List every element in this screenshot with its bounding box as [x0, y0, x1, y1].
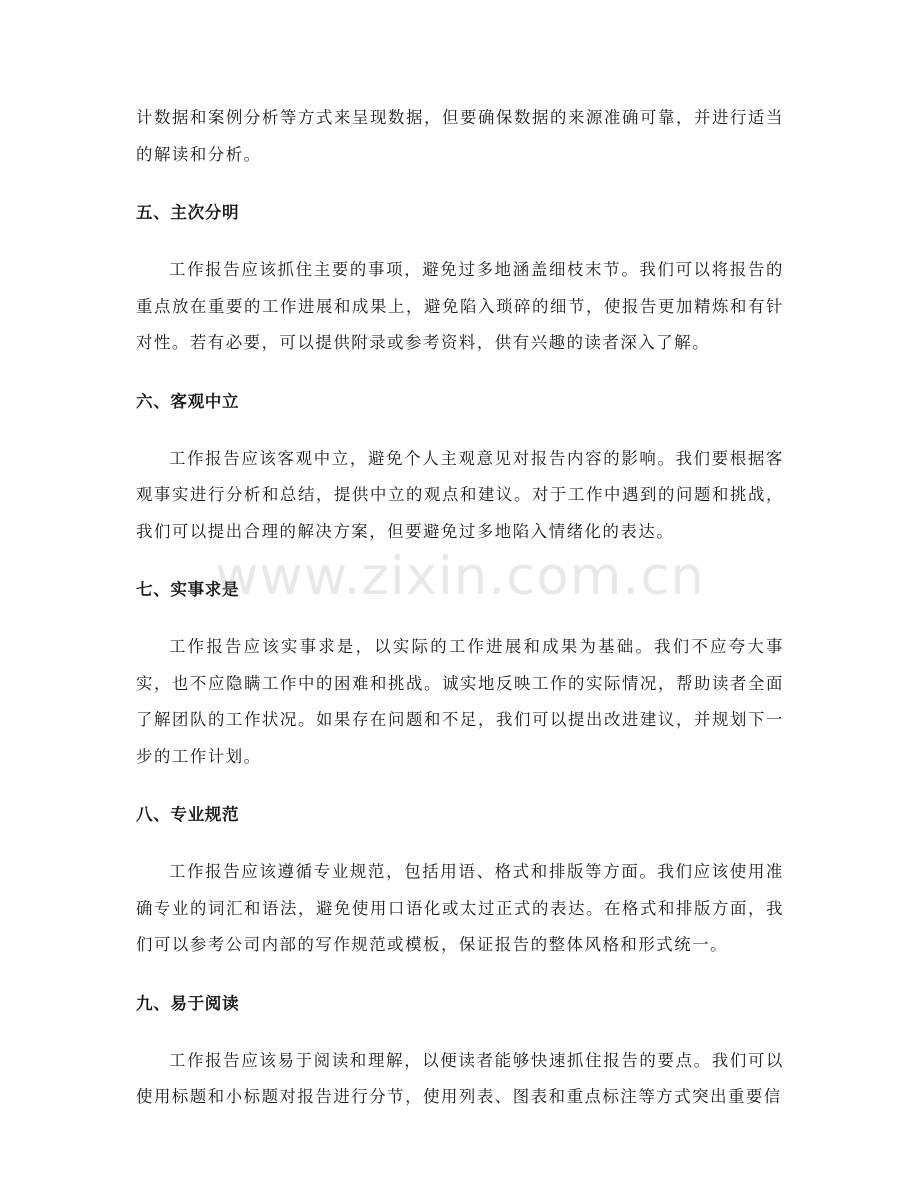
- section-body: 工作报告应该遵循专业规范，包括用语、格式和排版等方面。我们应该使用准确专业的词汇和语法，避免使用口语化或太过正式的表达。在格式和排版方面，我们可以参考公司内部的写作规范或模板，保证报告的整体风格和形式统一。: [136, 862, 784, 954]
- section-heading: 七、实事求是: [136, 580, 240, 599]
- section-8: [136, 797, 784, 964]
- section-body: 工作报告应该易于阅读和理解，以便读者能够快速抓住报告的要点。我们可以使用标题和小标题对报告进行分节，使用列表、图表和重点标注等方式突出重要信: [136, 1050, 784, 1106]
- section-body: 工作报告应该客观中立，避免个人主观意见对报告内容的影响。我们要根据客观事实进行分析和总结，提供中立的观点和建议。对于工作中遇到的问题和挑战，我们可以提出合理的解决方案，但要避免过多地陷入情绪化的表达。: [136, 448, 784, 541]
- section-body: 工作报告应该实事求是，以实际的工作进展和成果为基础。我们不应夸大事实，也不应隐瞒工作中的困难和挑战。诚实地反映工作的实际情况，帮助读者全面了解团队的工作状况。如果存在问题和不足，我们可以提出改进建议，并规划下一步的工作计划。: [136, 637, 784, 766]
- intro-paragraph: 计数据和案例分析等方式来呈现数据，但要确保数据的来源准确可靠，并进行适当的解读和分析。: [136, 108, 784, 164]
- section-heading: 六、客观中立: [136, 391, 240, 411]
- section-7: [136, 572, 784, 775]
- section-9: [136, 986, 784, 1116]
- section-body: 工作报告应该抓住主要的事项，避免过多地涵盖细枝末节。我们可以将报告的重点放在重要的工作进展和成果上，避免陷入琐碎的细节，使报告更加精炼和有针对性。若有必要，可以提供附录或参考资料，供有兴趣的读者深入了解。: [136, 260, 784, 352]
- watermark-text: www.zixin.com.cn: [215, 546, 705, 607]
- section-heading: 八、专业规范: [136, 805, 240, 824]
- section-heading: 九、易于阅读: [136, 993, 240, 1013]
- section-6: [136, 384, 784, 551]
- document-content: [136, 100, 784, 1116]
- section-heading: 五、主次分明: [136, 203, 240, 222]
- section-5: [136, 195, 784, 362]
